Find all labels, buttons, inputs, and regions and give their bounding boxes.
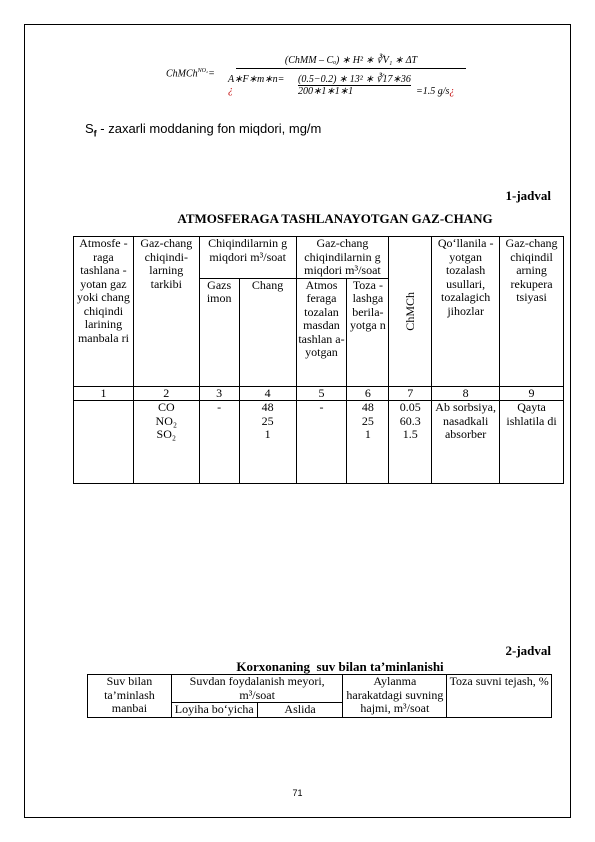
header-cleaning-methods: Qo‘llanila -yotgan tozalash usullari, tozalagich jihozlar xyxy=(432,237,500,387)
cell-dust: 48 25 1 xyxy=(239,401,296,484)
header-circulating-volume: Aylanma harakatdagi suvning hajmi, m³/soat xyxy=(343,675,447,718)
fon-note: $S_f$ - zaxarli moddaning fon miqdori, mg/m xyxy=(85,121,322,139)
table2-caption: 2-jadval xyxy=(505,643,551,658)
header-cleaned: Toza -lashga berila-yotga n xyxy=(347,278,389,386)
page-number: 71 xyxy=(292,788,303,798)
formula-fraction2: (0.5−0.2) ∗ 13² ∗ ∛17∗36 200∗1∗1∗1 xyxy=(298,74,411,97)
header-water-source: Suv bilan ta’minlash manbai xyxy=(88,675,172,718)
header-chmch: ChMCh xyxy=(389,237,432,387)
col-num-2: 2 xyxy=(133,386,199,401)
formula-lhs: ChMCh$^{NO_2}$= xyxy=(166,68,215,80)
col-num-8: 8 xyxy=(432,386,500,401)
cell-gaseous: - xyxy=(199,401,239,484)
cell-cleaned: 48 25 1 xyxy=(347,401,389,484)
col-num-5: 5 xyxy=(296,386,347,401)
header-source: Atmosfe -raga tashlana -yotan gaz yoki chang chiqindi larining manbala ri xyxy=(74,237,134,387)
gas-dust-table xyxy=(73,236,564,484)
col-num-6: 6 xyxy=(347,386,389,401)
header-actual: Aslida xyxy=(257,703,343,718)
header-uncleaned: Atmos feraga tozalan masdan tashlan a-yotgan xyxy=(296,278,347,386)
header-waste-amount: Chiqindilarnin g miqdori m³/soat xyxy=(199,237,296,279)
cell-recuperation: Qayta ishlatila di xyxy=(500,401,564,484)
cell-source xyxy=(74,401,134,484)
col-num-1: 1 xyxy=(74,386,134,401)
cell-cleaning-method: Ab sorbsiya, nasadkali absorber xyxy=(432,401,500,484)
col-num-3: 3 xyxy=(199,386,239,401)
header-gaseous: Gazs imon xyxy=(199,278,239,386)
cell-uncleaned: - xyxy=(296,401,347,484)
col-num-7: 7 xyxy=(389,386,432,401)
formula-result: =1.5 g/s¿ xyxy=(416,86,455,97)
header-usage-norm: Suvdan foydalanish meyori, m³/soat xyxy=(171,675,343,703)
header-water-saving: Toza suvni tejash, % xyxy=(447,675,552,718)
header-by-project: Loyiha bo‘yicha xyxy=(171,703,257,718)
table1-caption: 1-jadval xyxy=(505,188,551,203)
table1-title: ATMOSFERAGA TASHLANAYOTGAN GAZ-CHANG xyxy=(177,211,493,226)
cell-composition: CO NO₂ SO₂ xyxy=(133,401,199,484)
table2-title: Korxonaning suv bilan ta’minlanishi xyxy=(236,659,444,674)
header-composition: Gaz-chang chiqindi-larning tarkibi xyxy=(133,237,199,387)
header-recuperation: Gaz-chang chiqindil arning rekupera tsiyasi xyxy=(500,237,564,387)
col-num-9: 9 xyxy=(500,386,564,401)
formula-denominator: A∗F∗m∗n= ¿ xyxy=(228,74,285,96)
formula xyxy=(166,54,496,108)
col-num-4: 4 xyxy=(239,386,296,401)
cell-chmch: 0.05 60.3 1.5 xyxy=(389,401,432,484)
formula-numerator: (ChMM – Cₒ) ∗ H² ∗ ∛V₁ ∗ ΔT xyxy=(236,54,466,69)
header-gas-dust-amount: Gaz-chang chiqindilarnin g miqdori m³/soat xyxy=(296,237,389,279)
header-dust: Chang xyxy=(239,278,296,386)
water-supply-table xyxy=(87,674,552,718)
